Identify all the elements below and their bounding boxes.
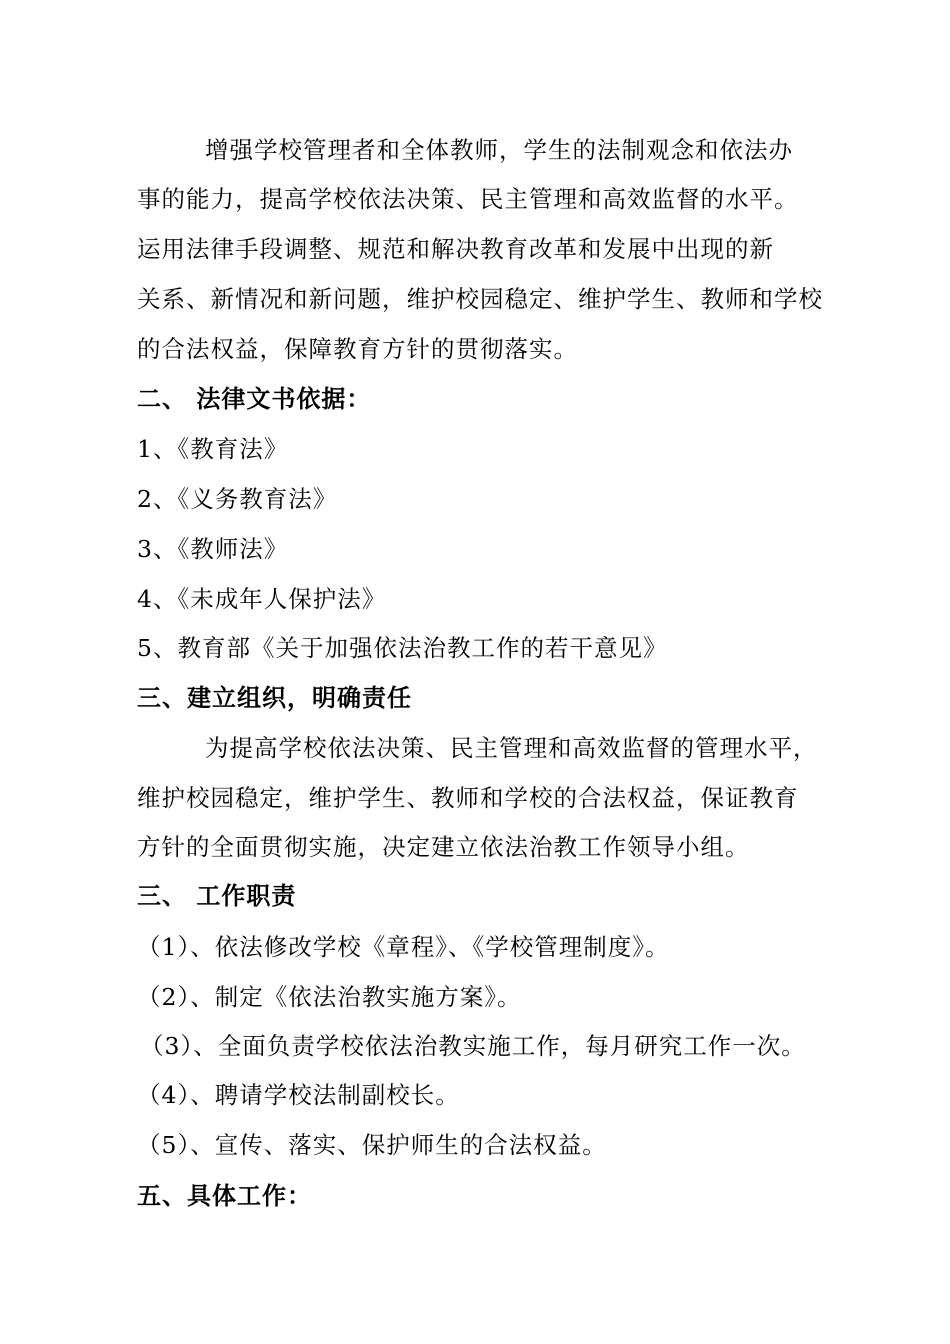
section-heading-duties: 三、 工作职责 <box>137 882 297 910</box>
legal-basis-item-1: 1、《教育法》 <box>137 435 289 463</box>
intro-line-5: 的合法权益，保障教育方针的贯彻落实。 <box>137 335 578 363</box>
intro-line-2: 事的能力，提高学校依法决策、民主管理和高效监督的水平。 <box>137 185 799 213</box>
duty-item-3: （3）、全面负责学校依法治教实施工作，每月研究工作一次。 <box>140 1032 806 1060</box>
section-heading-specific-work: 五、具体工作： <box>137 1182 312 1210</box>
intro-line-3: 运用法律手段调整、规范和解决教育改革和发展中出现的新 <box>137 235 774 263</box>
organization-line-1: 为提高学校依法决策、民主管理和高效监督的管理水平， <box>205 734 818 762</box>
section-heading-legal-basis: 二、 法律文书依据： <box>137 385 372 413</box>
intro-line-1: 增强学校管理者和全体教师，学生的法制观念和依法办 <box>205 136 793 164</box>
legal-basis-item-4: 4、《未成年人保护法》 <box>137 585 387 613</box>
duty-item-4: （4）、聘请学校法制副校长。 <box>137 1081 460 1109</box>
duty-item-1: （1）、依法修改学校《章程》、《学校管理制度》。 <box>137 933 670 961</box>
organization-line-3: 方针的全面贯彻实施，决定建立依法治教工作领导小组。 <box>137 833 750 861</box>
legal-basis-item-2: 2、《义务教育法》 <box>137 485 338 513</box>
organization-line-2: 维护校园稳定，维护学生、教师和学校的合法权益，保证教育 <box>137 784 799 812</box>
intro-line-4: 关系、新情况和新问题，维护校园稳定、维护学生、教师和学校 <box>137 285 823 313</box>
legal-basis-item-3: 3、《教师法》 <box>137 535 289 563</box>
duty-item-2: （2）、制定《依法治教实施方案》。 <box>137 983 522 1011</box>
legal-basis-item-5: 5、教育部《关于加强依法治教工作的若干意见》 <box>137 634 668 662</box>
section-heading-organization: 三、建立组织，明确责任 <box>137 684 412 712</box>
duty-item-5: （5）、宣传、落实、保护师生的合法权益。 <box>137 1131 607 1159</box>
